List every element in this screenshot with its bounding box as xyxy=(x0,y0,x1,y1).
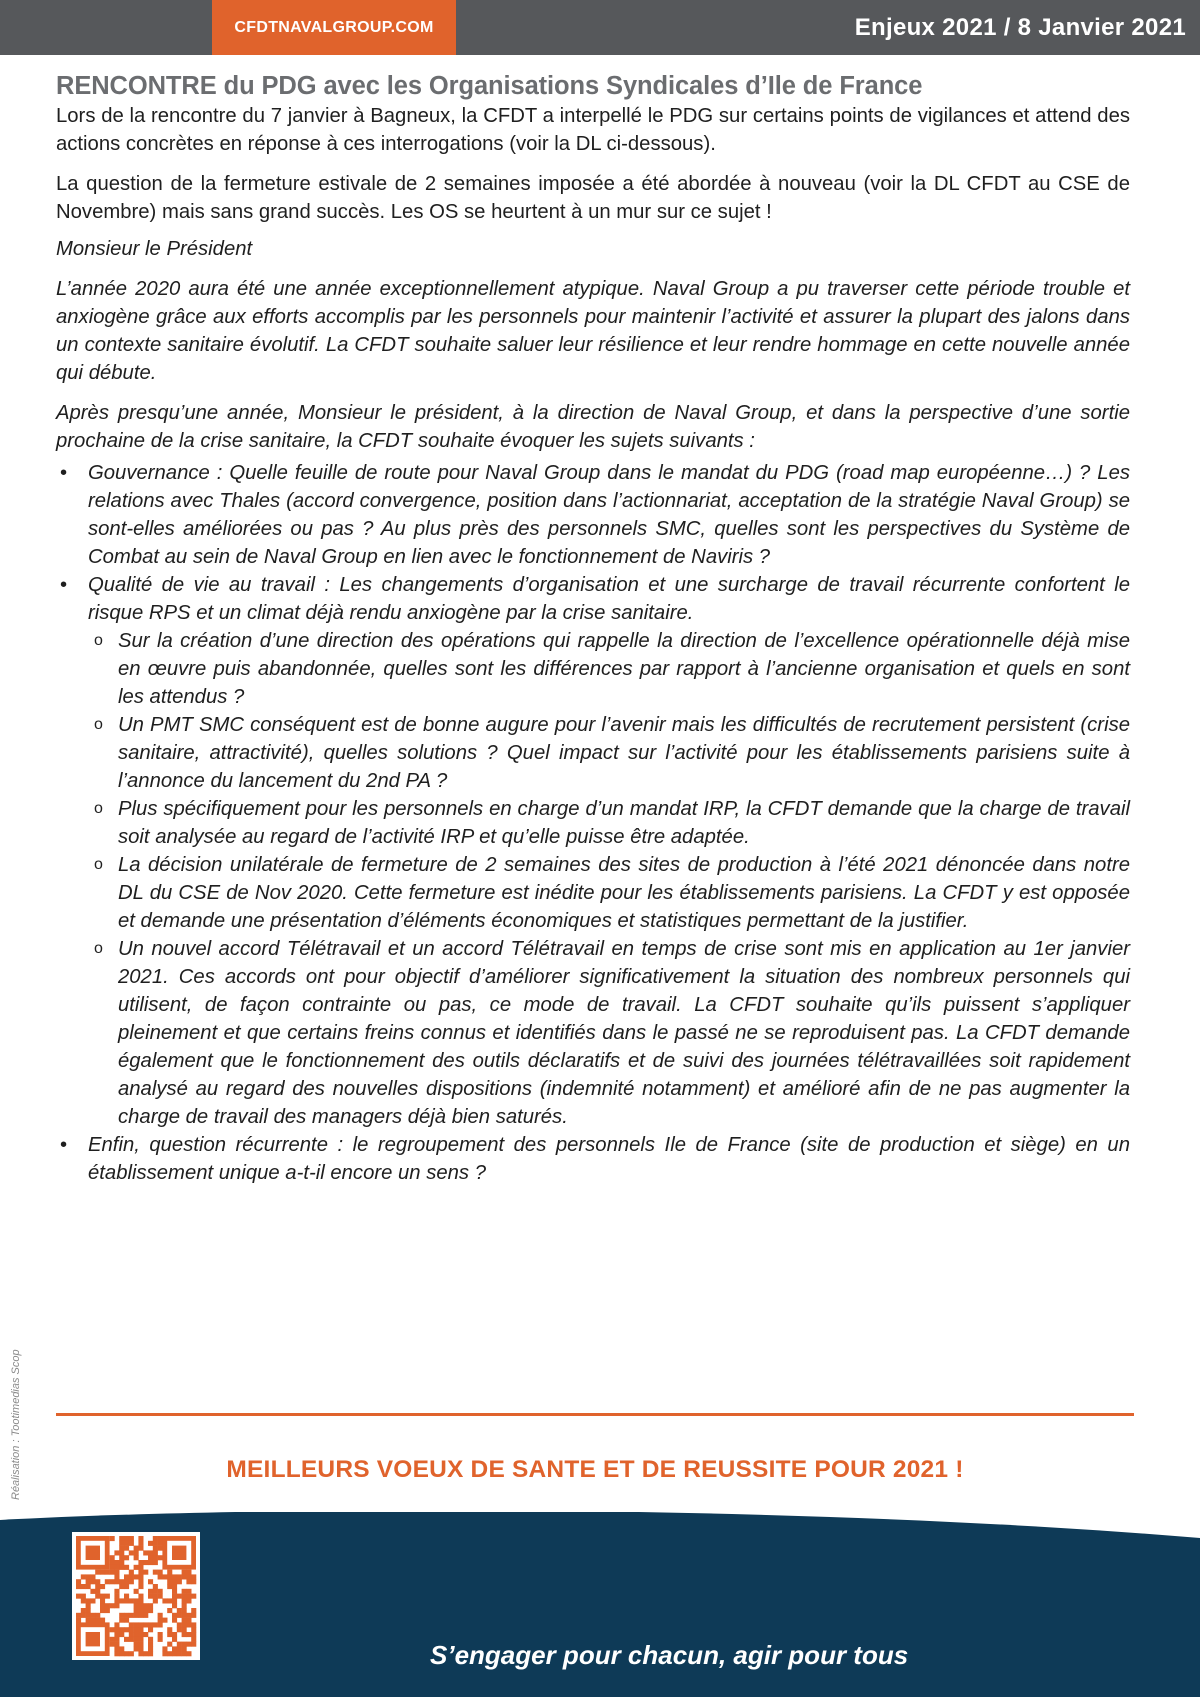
sub-item-direction-operations xyxy=(88,627,1130,711)
paragraph-2020: L’année 2020 aura été une année exceptionnellement atypique. Naval Group a pu traverser cette période trouble et anxiogène grâce aux efforts accomplis par les personnels pour maintenir l’activité et assurer la plupart des jalons dans un contexte sanitaire évolutif. La CFDT souhaite saluer leur résilience et leur rendre hommage en cette nouvelle année qui débute. xyxy=(56,278,1130,384)
bullet-icon: • xyxy=(60,462,68,484)
site-url[interactable]: CFDTNAVALGROUP.COM xyxy=(212,0,456,55)
article-title: RENCONTRE du PDG avec les Organisations Syndicales d’Ile de France xyxy=(56,72,923,100)
sub-item-mandat-irp xyxy=(88,795,1130,851)
edition-date: Enjeux 2021 / 8 Janvier 2021 xyxy=(854,14,1186,41)
footer-slogan: S’engager pour chacun, agir pour tous xyxy=(430,1640,909,1670)
sub-item-text: Un nouvel accord Télétravail et un accord Télétravail en temps de crise sont mis en application au 1er janvier 2021. Ces accords ont pour objectif d’améliorer significativement la situation des nombreux personnels qui utilisent, de façon contrainte ou pas, ce mode de travail. La CFDT souhaite qu’ils puissent s’appliquer pleinement et que certains freins connus et identifiés dans le passé ne se reproduisent pas. La CFDT demande également que le fonctionnement des outils déclaratifs et de suivi des journées télétravaillées soit rapidement analysé au regard des nouvelles dispositions (indemnité notamment) et amélioré afin de ne pas augmenter la charge de travail des managers déjà bien saturés. xyxy=(118,938,1130,1128)
sub-item-text: Un PMT SMC conséquent est de bonne augure pour l’avenir mais les difficultés de recrutement persistent (crise sanitaire, attractivité), quelles solutions ? Quel impact sur l’activité pour les établissements parisiens suite à l’annonce du lancement du 2nd PA ? xyxy=(118,714,1130,792)
circle-bullet-icon: o xyxy=(94,856,103,873)
sub-item-text: La décision unilatérale de fermeture de 2 semaines des sites de production à l’été 2021 dénoncée dans notre DL du CSE de Nov 2020. Cette fermeture est inédite pour les établissements parisiens. La CFDT y est opposée et demande une présentation d’éléments économiques et statistiques permettant de la justifier. xyxy=(118,854,1130,932)
credit-text: Réalisation : Tootimedias Scop xyxy=(10,1349,22,1500)
circle-bullet-icon: o xyxy=(94,800,103,817)
sub-topic-list xyxy=(88,627,1130,1131)
sub-item-text: Plus spécifiquement pour les personnels en charge d’un mandat IRP, la CFDT demande que la charge de travail soit analysée au regard de l’activité IRP et qu’elle puisse être adaptée. xyxy=(118,798,1130,848)
sub-item-pmt-smc xyxy=(88,711,1130,795)
circle-bullet-icon: o xyxy=(94,716,103,733)
sub-item-fermeture xyxy=(88,851,1130,935)
topic-list xyxy=(56,459,1130,1187)
list-item-regroupement xyxy=(56,1131,1130,1187)
new-year-wishes: MEILLEURS VOEUX DE SANTE ET DE REUSSITE POUR 2021 ! xyxy=(226,1456,964,1483)
orange-divider xyxy=(56,1413,1134,1416)
list-item-qualite-vie xyxy=(56,571,1130,1131)
qr-code-icon[interactable] xyxy=(72,1532,200,1660)
salutation: Monsieur le Président xyxy=(56,238,253,260)
bullet-icon: • xyxy=(60,1134,68,1156)
paragraph-topics: Après presqu’une année, Monsieur le président, à la direction de Naval Group, et dans la perspective d’une sortie prochaine de la crise sanitaire, la CFDT souhaite évoquer les sujets suivants : xyxy=(56,402,1130,452)
list-item-gouvernance xyxy=(56,459,1130,571)
article-body xyxy=(56,70,1130,1187)
circle-bullet-icon: o xyxy=(94,632,103,649)
header-bar xyxy=(0,0,1200,55)
sub-item-text: Sur la création d’une direction des opérations qui rappelle la direction de l’excellence opérationnelle déjà mise en œuvre puis abandonnée, quelles sont les différences par rapport à l’ancienne organisation et quels en sont les attendus ? xyxy=(118,630,1130,708)
intro-paragraph-1: Lors de la rencontre du 7 janvier à Bagneux, la CFDT a interpellé le PDG sur certains points de vigilances et attend des actions concrètes en réponse à ces interrogations (voir la DL ci-dessous). xyxy=(56,105,1130,155)
list-item-text: Enfin, question récurrente : le regroupement des personnels Ile de France (site de production et siège) en un établissement unique a-t-il encore un sens ? xyxy=(88,1134,1130,1184)
list-item-text: Gouvernance : Quelle feuille de route pour Naval Group dans le mandat du PDG (road map européenne…) ? Les relations avec Thales (accord convergence, position dans l’actionnariat, acceptation de la stratégie Naval Group) se sont-elles améliorées ou pas ? Au plus près des personnels SMC, quelles sont les perspectives du Système de Combat au sein de Naval Group en lien avec le fonctionnement de Naviris ? xyxy=(88,462,1130,568)
list-item-text: Qualité de vie au travail : Les changements d’organisation et une surcharge de travail récurrente confortent le risque RPS et un climat déjà rendu anxiogène par la crise sanitaire. xyxy=(88,574,1130,624)
intro-paragraph-2: La question de la fermeture estivale de 2 semaines imposée a été abordée à nouveau (voir la DL CFDT au CSE de Novembre) mais sans grand succès. Les OS se heurtent à un mur sur ce sujet ! xyxy=(56,173,1130,223)
sub-item-teletravail xyxy=(88,935,1130,1131)
bullet-icon: • xyxy=(60,574,68,596)
circle-bullet-icon: o xyxy=(94,940,103,957)
